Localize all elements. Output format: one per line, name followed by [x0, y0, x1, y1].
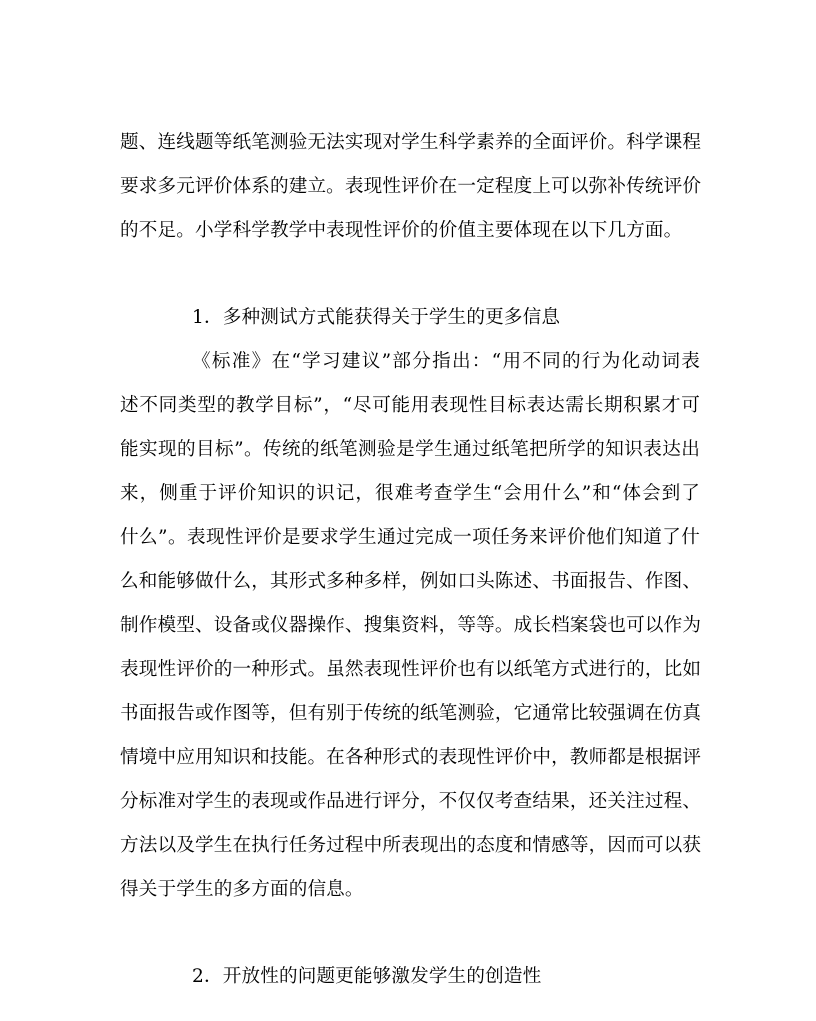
section-1-line-8: 表现性评价的一种形式。虽然表现性评价也有以纸笔方式进行的，比如 — [120, 659, 702, 680]
section-1-line-6: 么和能够做什么，其形式多种多样，例如口头陈述、书面报告、作图、 — [120, 571, 702, 592]
intro-line-2: 要求多元评价体系的建立。表现性评价在一定程度上可以弥补传统评价 — [120, 176, 702, 197]
intro-line-3: 的不足。小学科学教学中表现性评价的价值主要体现在以下几方面。 — [120, 220, 683, 241]
section-1-line-2: 述不同类型的教学目标”，“尽可能用表现性目标表达需长期积累才可 — [120, 395, 700, 416]
section-1-line-13: 得关于学生的多方面的信息。 — [120, 879, 364, 900]
section-1-line-3: 能实现的目标”。传统的纸笔测验是学生通过纸笔把所学的知识表达出 — [120, 439, 700, 460]
section-1-line-10: 情境中应用知识和技能。在各种形式的表现性评价中，教师都是根据评 — [120, 747, 702, 768]
intro-line-1: 题、连线题等纸笔测验无法实现对学生科学素养的全面评价。科学课程 — [120, 132, 702, 153]
section-1-line-9: 书面报告或作图等，但有别于传统的纸笔测验，它通常比较强调在仿真 — [120, 703, 702, 724]
section-1-line-5: 什么”。表现性评价是要求学生通过完成一项任务来评价他们知道了什 — [120, 527, 700, 548]
section-1-line-12: 方法以及学生在执行任务过程中所表现出的态度和情感等，因而可以获 — [120, 835, 702, 856]
section-1-line-11: 分标准对学生的表现或作品进行评分，不仅仅考查结果，还关注过程、 — [120, 791, 702, 812]
section-1-line-7: 制作模型、设备或仪器操作、搜集资料，等等。成长档案袋也可以作为 — [120, 615, 702, 636]
section-1-line-4: 来，侧重于评价知识的识记，很难考查学生“会用什么”和“体会到了 — [120, 483, 700, 504]
section-1-heading: 1．多种测试方式能获得关于学生的更多信息 — [192, 307, 561, 328]
section-1-line-1: 《标准》在“学习建议”部分指出：“用不同的行为化动词表 — [192, 351, 700, 372]
section-2-heading: 2．开放性的问题更能够激发学生的创造性 — [192, 966, 542, 987]
